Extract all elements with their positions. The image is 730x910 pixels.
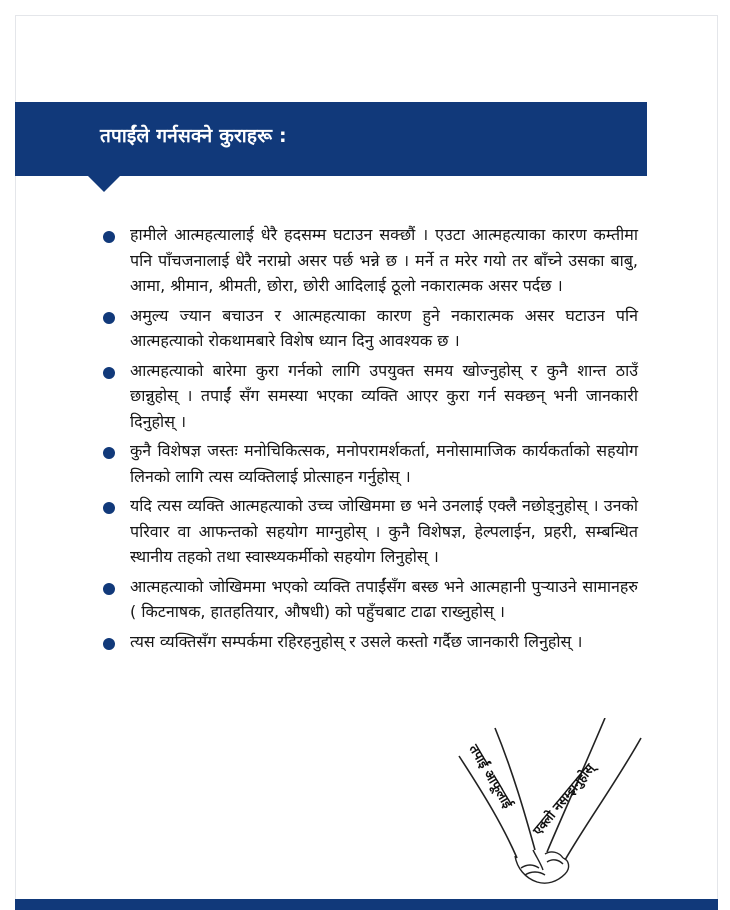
list-item-text: आत्महत्याको जोखिममा भएको व्यक्ति तपाईंसँग बस्छ भने आत्महानी पुऱ्याउने सामानहरु ( किटनाषक, हातहतियार, औषधी) को पहुँचबाट टाढा राख्नुहोस् । xyxy=(130,576,638,621)
list-item xyxy=(100,629,638,655)
banner-pointer xyxy=(88,176,120,192)
tips-list xyxy=(100,222,638,658)
footer-bar xyxy=(15,899,718,910)
bullet-icon xyxy=(103,312,115,324)
list-item xyxy=(100,358,638,435)
section-title: तपाईंले गर्नसक्ने कुराहरू : xyxy=(100,125,287,147)
list-item-text: कुनै विशेषज्ञ जस्तः मनोचिकित्सक, मनोपरामर्शकर्ता, मनोसामाजिक कार्यकर्ताको सहयोग लिनको लागि त्यस व्यक्तिलाई प्रोत्साहन गर्नुहोस् । xyxy=(130,441,638,486)
list-item xyxy=(100,303,638,354)
bullet-icon xyxy=(103,638,115,650)
list-item-text: आत्महत्याको बारेमा कुरा गर्नको लागि उपयुक्त समय खोज्नुहोस् र कुनै शान्त ठाउँ छान्नुहोस् । तपाईं सँग समस्या भएका व्यक्ति आएर कुरा गर्न सक्छन् भनी जानकारी दिनुहोस् । xyxy=(130,360,638,431)
bullet-icon xyxy=(103,502,115,514)
clasped-hands-icon xyxy=(515,850,569,883)
list-item xyxy=(100,574,638,625)
bullet-icon xyxy=(103,583,115,595)
right-arm-text: एक्लो नसम्झनुहोस् xyxy=(530,761,599,839)
list-item-text: यदि त्यस व्यक्ति आत्महत्याको उच्च जोखिममा छ भने उनलाई एक्लै नछोड्नुहोस् । उनको परिवार वा आफन्तको सहयोग माग्नुहोस् । कुनै विशेषज्ञ, हेल्पलाईन, प्रहरी, सम्बन्धित स्थानीय तहको तथा स्वास्थ्यकर्मीको सहयोग लिनुहोस् । xyxy=(130,496,638,566)
left-arm-text: तपाईं आफूलाई xyxy=(465,742,515,812)
list-item-text: हामीले आत्महत्यालाई धेरै हदसम्म घटाउन सक्छौं । एउटा आत्महत्याका कारण कम्तीमा पनि पाँचजनालाई धेरै नराम्रो असर पर्छ भन्ने छ । मर्ने त मरेर गयो तर बाँच्ने उसका बाबु, आमा, श्रीमान, श्रीमती, छोरा, छोरी आदिलाई ठूलो नकारात्मक असर पर्दछ । xyxy=(130,225,638,295)
list-item xyxy=(100,438,638,489)
bullet-icon xyxy=(103,447,115,459)
list-item xyxy=(100,493,638,570)
right-arm-outline-inner xyxy=(565,738,641,860)
list-item xyxy=(100,222,638,299)
list-item-text: त्यस व्यक्तिसँग सम्पर्कमा रहिरहनुहोस् र उसले कस्तो गर्दैछ जानकारी लिनुहोस् । xyxy=(130,631,583,651)
bullet-icon xyxy=(103,231,115,243)
list-item-text: अमुल्य ज्यान बचाउन र आत्महत्याका कारण हुने नकारात्मक असर घटाउन पनि आत्महत्याको रोकथामबारे विशेष ध्यान दिनु आवश्यक छ । xyxy=(130,305,638,350)
bullet-icon xyxy=(103,367,115,379)
holding-hands-illustration xyxy=(455,718,645,888)
